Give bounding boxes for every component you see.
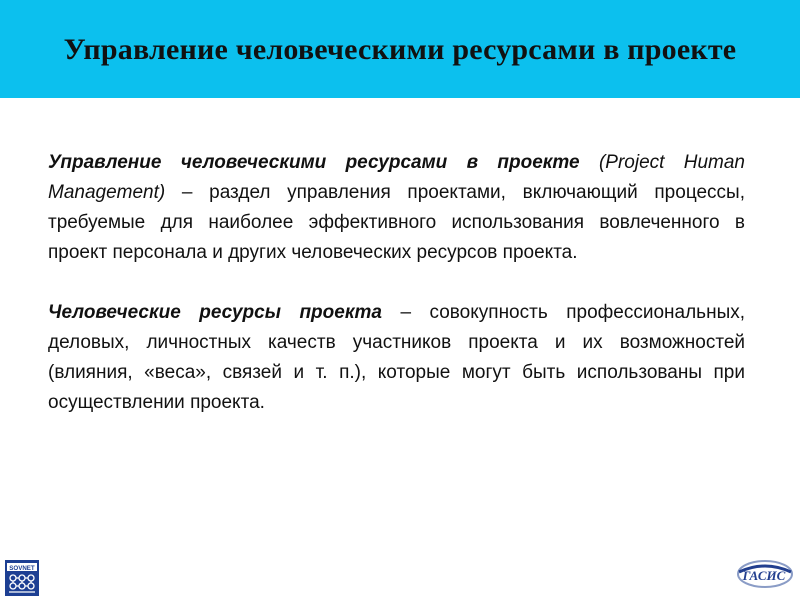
slide-body: [48, 148, 745, 448]
definition-paragraph-1: [48, 148, 745, 268]
gasis-logo: [733, 556, 795, 592]
term-label: Человеческие ресурсы проекта: [48, 302, 382, 323]
sovnet-logo-text: SOVNET: [9, 565, 35, 572]
term-label: Управление человеческими ресурсами в проекте: [48, 152, 580, 173]
sovnet-logo: [5, 560, 39, 596]
definition-paragraph-2: [48, 298, 745, 418]
definition-text: – совокупность профессиональных, деловых, личностных качеств участников проекта и их возможностей (влияния, «веса», связей и т. п.), которые могут быть использованы при осуществлении проекта.: [48, 302, 745, 413]
definition-text: – раздел управления проектами, включающий процессы, требуемые для наиболее эффективного использования вовлеченного в проект персонала и других человеческих ресурсов проекта.: [48, 182, 745, 263]
title-banner: [0, 0, 800, 98]
gasis-logo-text: ГАСИС: [742, 568, 786, 583]
english-term: (Project Human Management): [48, 152, 745, 203]
slide-title: Управление человеческими ресурсами в проекте: [63, 33, 737, 66]
